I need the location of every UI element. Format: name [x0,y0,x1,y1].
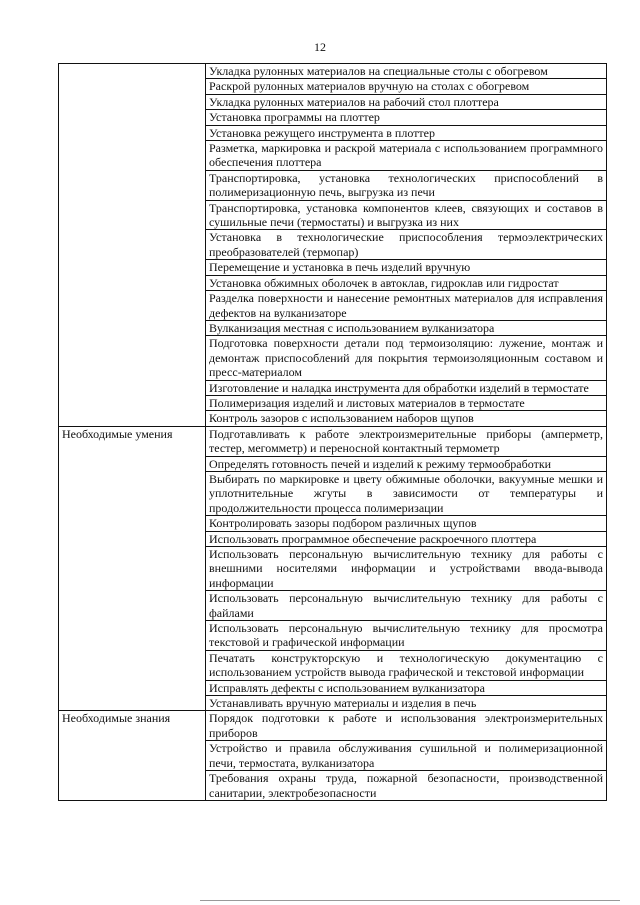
section-label [59,64,206,427]
section-label: Необходимые умения [59,426,206,711]
table-cell: Укладка рулонных материалов на специальные столы с обогревом [206,64,607,79]
table-cell: Устройство и правила обслуживания сушильной и полимеризационной печи, термостата, вулканизатора [206,741,607,771]
table-row [59,64,607,79]
table-cell: Требования охраны труда, пожарной безопасности, производственной санитарии, электробезопасности [206,771,607,801]
table-cell: Разметка, маркировка и раскрой материала с использованием программного обеспечения плоттера [206,141,607,171]
table-cell: Исправлять дефекты с использованием вулканизатора [206,680,607,695]
table-cell: Использовать персональную вычислительную технику для работы с файлами [206,591,607,621]
table-cell: Разделка поверхности и нанесение ремонтных материалов для исправления дефектов на вулканизаторе [206,291,607,321]
table-cell: Изготовление и наладка инструмента для обработки изделий в термостате [206,380,607,395]
table-cell: Установка режущего инструмента в плоттер [206,125,607,140]
table-cell: Устанавливать вручную материалы и изделия в печь [206,696,607,711]
table-cell: Выбирать по маркировке и цвету обжимные оболочки, вакуумные мешки и уплотнительные жгуты в зависимости от температуры и продолжительности процесса полимеризации [206,471,607,515]
table-cell: Транспортировка, установка технологических приспособлений в полимеризационную печь, выгрузка из печи [206,170,607,200]
section-label: Необходимые знания [59,711,206,800]
page-bottom-edge [200,900,620,901]
requirements-table [58,63,607,801]
table-cell: Определять готовность печей и изделий к режиму термообработки [206,456,607,471]
table-cell: Раскрой рулонных материалов вручную на столах с обогревом [206,79,607,94]
table-cell: Вулканизация местная с использованием вулканизатора [206,320,607,335]
page-number: 12 [314,40,326,54]
table-cell: Контролировать зазоры подбором различных щупов [206,516,607,531]
table-cell: Использовать программное обеспечение раскроечного плоттера [206,531,607,546]
table-cell: Контроль зазоров с использованием наборов щупов [206,411,607,426]
table-cell: Перемещение и установка в печь изделий вручную [206,260,607,275]
table-cell: Установка обжимных оболочек в автоклав, гидроклав или гидростат [206,275,607,290]
table-body [59,64,607,801]
table-cell: Подготавливать к работе электроизмерительные приборы (амперметр, тестер, мегомметр) и переносной контактный термометр [206,426,607,456]
table-row [59,711,607,741]
table-cell: Укладка рулонных материалов на рабочий стол плоттера [206,94,607,109]
table-cell: Использовать персональную вычислительную технику для просмотра текстовой и графической информации [206,621,607,651]
table-cell: Транспортировка, установка компонентов клеев, связующих и составов в сушильные печи (термостаты) и выгрузка из них [206,200,607,230]
table-cell: Установка программы на плоттер [206,110,607,125]
table-cell: Полимеризация изделий и листовых материалов в термостате [206,395,607,410]
table-cell: Установка в технологические приспособления термоэлектрических преобразователей (термопар) [206,230,607,260]
table-cell: Подготовка поверхности детали под термоизоляцию: лужение, монтаж и демонтаж приспособлений для покрытия термоизоляционным составом и пресс-материалом [206,336,607,380]
table-row [59,426,607,456]
table-cell: Печатать конструкторскую и технологическую документацию с использованием устройств вывода графической и текстовой информации [206,650,607,680]
table-cell: Порядок подготовки к работе и использования электроизмерительных приборов [206,711,607,741]
table-cell: Использовать персональную вычислительную технику для работы с внешними носителями информации и устройствами ввода-вывода информации [206,547,607,591]
